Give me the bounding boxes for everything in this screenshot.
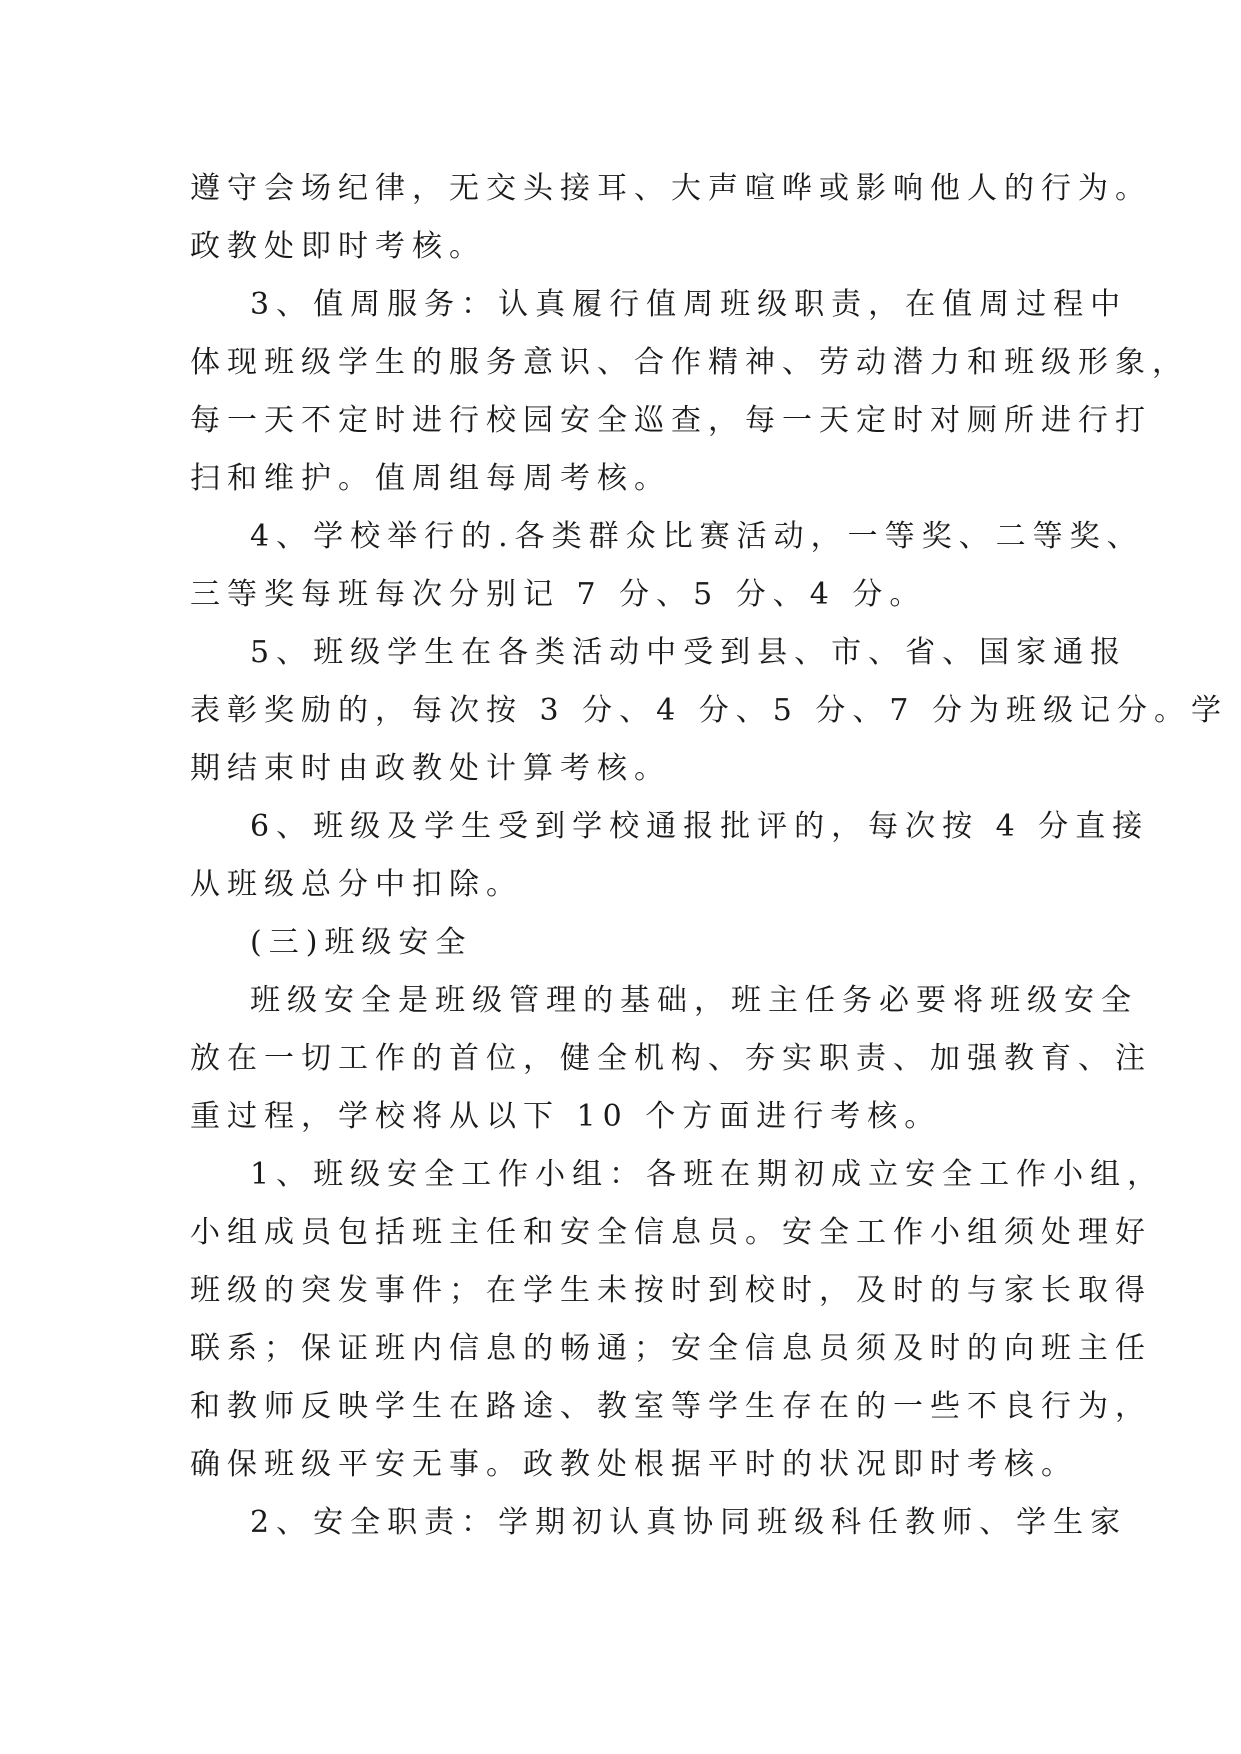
text-line: 扫和维护。值周组每周考核。 bbox=[190, 461, 671, 496]
text-line: (三)班级安全 bbox=[250, 925, 473, 960]
text-line: 从班级总分中扣除。 bbox=[190, 867, 523, 902]
text-line: 2、安全职责：学期初认真协同班级科任教师、学生家 bbox=[250, 1505, 1128, 1540]
text-line: 联系；保证班内信息的畅通；安全信息员须及时的向班主任 bbox=[190, 1331, 1152, 1366]
text-line: 班级安全是班级管理的基础，班主任务必要将班级安全 bbox=[250, 983, 1138, 1018]
text-line: 5、班级学生在各类活动中受到县、市、省、国家通报 bbox=[250, 635, 1128, 670]
text-line: 班级的突发事件；在学生未按时到校时，及时的与家长取得 bbox=[190, 1273, 1152, 1308]
text-line: 和教师反映学生在路途、教室等学生存在的一些不良行为， bbox=[190, 1389, 1152, 1424]
text-line: 每一天不定时进行校园安全巡查，每一天定时对厕所进行打 bbox=[190, 403, 1152, 438]
text-line: 确保班级平安无事。政教处根据平时的状况即时考核。 bbox=[190, 1447, 1078, 1482]
text-line: 小组成员包括班主任和安全信息员。安全工作小组须处理好 bbox=[190, 1215, 1152, 1250]
text-line: 重过程，学校将从以下 10 个方面进行考核。 bbox=[190, 1099, 942, 1134]
text-line: 期结束时由政教处计算考核。 bbox=[190, 751, 671, 786]
text-line: 1、班级安全工作小组：各班在期初成立安全工作小组， bbox=[250, 1157, 1165, 1192]
text-line: 放在一切工作的首位，健全机构、夯实职责、加强教育、注 bbox=[190, 1041, 1152, 1076]
text-line: 三等奖每班每次分别记 7 分、5 分、4 分。 bbox=[190, 577, 927, 612]
text-line: 3、值周服务：认真履行值周班级职责，在值周过程中 bbox=[250, 287, 1128, 322]
text-line: 4、学校举行的.各类群众比赛活动，一等奖、二等奖、 bbox=[250, 519, 1144, 554]
text-line: 6、班级及学生受到学校通报批评的，每次按 4 分直接 bbox=[250, 809, 1150, 844]
document-body bbox=[190, 160, 1229, 1552]
text-line: 体现班级学生的服务意识、合作精神、劳动潜力和班级形象， bbox=[190, 345, 1189, 380]
text-line: 表彰奖励的，每次按 3 分、4 分、5 分、7 分为班级记分。学 bbox=[190, 693, 1229, 728]
text-line: 政教处即时考核。 bbox=[190, 229, 486, 264]
text-line: 遵守会场纪律，无交头接耳、大声喧哗或影响他人的行为。 bbox=[190, 171, 1152, 206]
